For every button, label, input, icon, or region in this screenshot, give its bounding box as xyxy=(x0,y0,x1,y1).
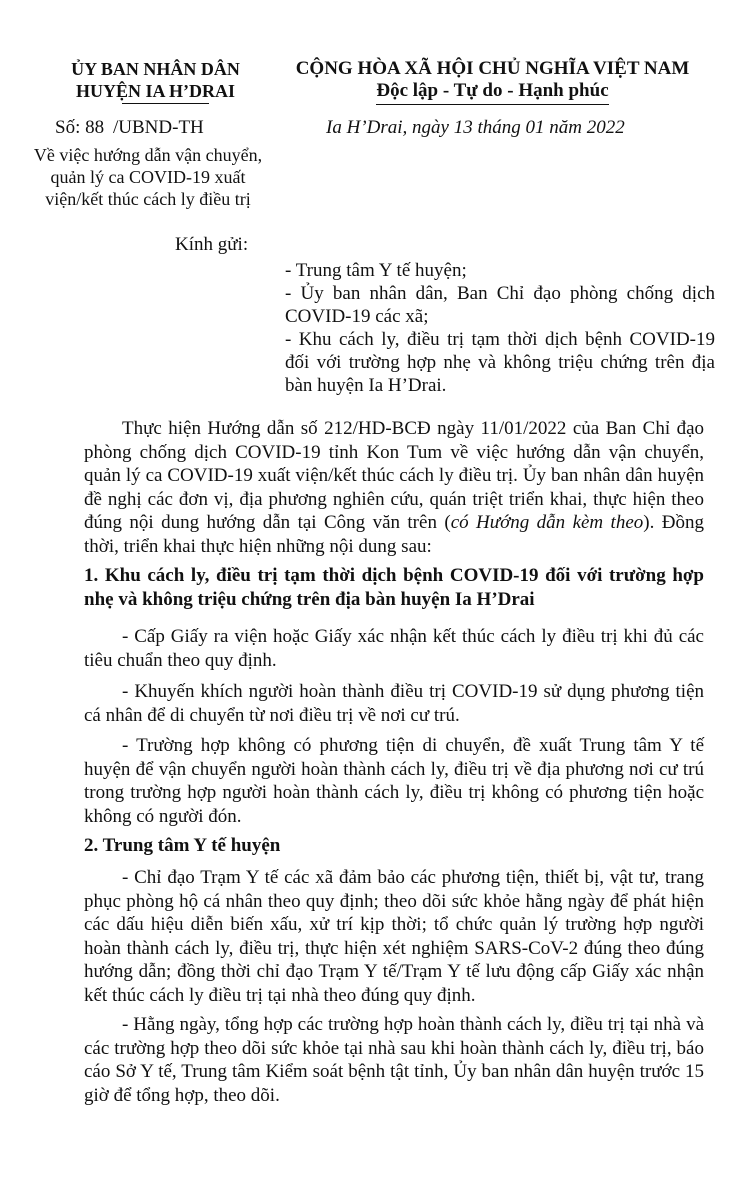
authority-name: HUYỆN IA H’DRAI xyxy=(75,81,235,101)
issuing-authority xyxy=(38,58,273,102)
section-2-paragraph-text: - Chỉ đạo Trạm Y tế các xã đảm bảo các phương tiện, thiết bị, vật tư, trang phục phòng hộ cá nhân theo quy định; theo dõi sức khỏe hằng ngày để phát hiện các dấu hiệu diễn biến xấu, xử trí kịp thời; tổ chức quản lý trường hợp người hoàn thành cách ly, điều trị, thực hiện xét nghiệm SARS-CoV-2 đúng theo đúng hướng dẫn; đồng thời chỉ đạo Trạm Y tế/Trạm Y tế lưu động cấp Giấy xác nhận kết thúc cách ly điều trị tại nhà theo đúng quy định. xyxy=(84,867,704,1006)
authority-line-1: ỦY BAN NHÂN DÂN xyxy=(71,59,240,79)
motto-underline xyxy=(376,104,608,105)
subject-line-2: quản lý ca COVID-19 xuất xyxy=(50,167,246,187)
intro-text-2: ). Đồng thời, triển khai thực hiện những nội dung sau: xyxy=(84,512,704,557)
section-2-heading xyxy=(84,834,704,858)
section-1-heading-text: 1. Khu cách ly, điều trị tạm thời dịch bệnh COVID-19 đối với trường hợp nhẹ và không triệu chứng trên địa bàn huyện Ia H’Drai xyxy=(84,565,704,610)
recipient-item: - Trung tâm Y tế huyện; xyxy=(285,260,467,281)
section-2-heading-text: 2. Trung tâm Y tế huyện xyxy=(84,835,281,856)
recipient-item: - Ủy ban nhân dân, Ban Chỉ đạo phòng chống dịch COVID-19 các xã; xyxy=(285,283,715,327)
document-number xyxy=(55,116,204,140)
authority-underline xyxy=(122,103,209,104)
subject-line-3: viện/kết thúc cách ly điều trị xyxy=(45,189,251,209)
section-1-paragraph-text: - Cấp Giấy ra viện hoặc Giấy xác nhận kết thúc cách ly điều trị khi đủ các tiêu chuẩn theo quy định. xyxy=(84,626,704,671)
authority-line-2 xyxy=(76,80,235,102)
document-subject xyxy=(18,144,278,210)
country-name: CỘNG HÒA XÃ HỘI CHỦ NGHĨA VIỆT NAM xyxy=(295,58,690,79)
section-1-paragraph-text: - Khuyến khích người hoàn thành điều trị COVID-19 sử dụng phương tiện cá nhân để di chuyển từ nơi điều trị về nơi cư trú. xyxy=(84,681,704,726)
national-title xyxy=(275,58,710,102)
section-2-paragraph xyxy=(84,866,704,1007)
motto-line xyxy=(376,80,608,102)
intro-paragraph xyxy=(84,417,704,558)
section-1-paragraph xyxy=(84,734,704,828)
document-number-prefix: Số: 88 xyxy=(55,117,105,138)
section-1-paragraph xyxy=(84,680,704,727)
section-1-paragraph-text: - Trường hợp không có phương tiện di chuyển, đề xuất Trung tâm Y tế huyện để vận chuyển người hoàn thành cách ly, điều trị về địa phương nơi cư trú trong trường hợp người hoàn thành cách ly, điều trị không có phương tiện hoặc không có người đón. xyxy=(84,735,704,827)
recipient-item: - Khu cách ly, điều trị tạm thời dịch bệnh COVID-19 đối với trường hợp nhẹ và không triệu chứng trên địa bàn huyện Ia H’Drai. xyxy=(285,329,715,396)
intro-text-1: Thực hiện Hướng dẫn số 212/HD-BCĐ ngày 11/01/2022 của Ban Chỉ đạo phòng chống dịch COVID-19 tỉnh Kon Tum về việc hướng dẫn vận chuyển, quản lý ca COVID-19 xuất viện/kết thúc cách ly điều trị. Ủy ban nhân dân huyện đề nghị các đơn vị, địa phương nghiên cứu, quán triệt triển khai, thực hiện theo đúng nội dung hướng dẫn tại Công văn trên ( xyxy=(84,418,704,533)
intro-italic: có Hướng dẫn kèm theo xyxy=(450,512,644,533)
section-2-paragraph xyxy=(84,1013,704,1107)
subject-line-1: Về việc hướng dẫn vận chuyển, xyxy=(33,145,263,165)
document-number-suffix: /UBND-TH xyxy=(113,117,204,138)
recipients-label: Kính gửi: xyxy=(175,234,249,255)
section-2-paragraph-text: - Hằng ngày, tổng hợp các trường hợp hoàn thành cách ly, điều trị tại nhà và các trường hợp theo dõi sức khỏe tại nhà sau khi hoàn thành cách ly, điều trị, báo cáo Sở Y tế, Trung tâm Kiểm soát bệnh tật tỉnh, Ủy ban nhân dân huyện trước 15 giờ để tổng hợp, theo dõi. xyxy=(84,1014,704,1106)
motto: Độc lập - Tự do - Hạnh phúc xyxy=(376,80,609,101)
section-1-heading xyxy=(84,564,704,611)
section-1-paragraph xyxy=(84,625,704,672)
issue-date: Ia H’Drai, ngày 13 tháng 01 năm 2022 xyxy=(326,117,625,138)
